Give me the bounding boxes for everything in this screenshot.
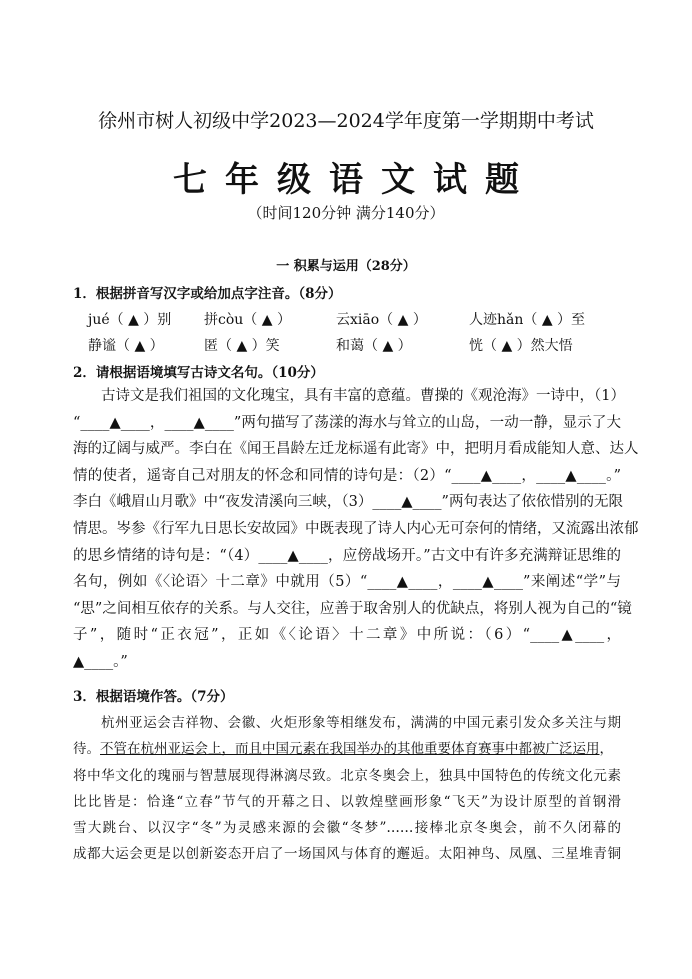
section-heading: 一 积累与运用（28分） — [276, 259, 416, 274]
q2-line: 子”，随时“正衣冠”，正如《〈论语〉十二章》中所说：（6）“____▲____， — [73, 627, 621, 644]
q1-item-6: 匿（ ▲ ）笑 — [204, 338, 280, 354]
question-1-prompt: 1．根据拼音写汉字或给加点字注音。（8分） — [73, 286, 342, 302]
q3-underlined-sentence: 不管在杭州亚运会上，而且中国元素在我国举办的其他重要体育赛事中都被广泛运用 — [100, 741, 600, 758]
q1-item-1: jué（ ▲ ）别 — [88, 312, 172, 328]
q2-line: 情思。岑参《行军九日思长安故园》中既表现了诗人内心无可奈何的情绪，又流露出浓郁 — [73, 520, 639, 537]
q3-line: 成都大运会更是以创新姿态开启了一场国风与体育的邂逅。太阳神鸟、凤凰、三星堆青铜 — [73, 846, 621, 863]
q2-line: 情的使者，遥寄自己对朋友的怀念和同情的诗句是：（2）“____▲____，____▲____。” — [73, 467, 621, 484]
q2-line: 名句，例如《〈论语〉十二章》中就用（5）“____▲____，____▲____”来阐述“学”与 — [73, 574, 621, 591]
q2-line: 的思乡情绪的诗句是：“（4）____▲____，应傍战场开。”古文中有许多充满辩证思维的 — [73, 547, 621, 564]
q1-item-7: 和蔼（ ▲ ） — [336, 338, 412, 354]
question-2-prompt: 2．请根据语境填写古诗文名句。（10分） — [73, 365, 324, 381]
school-exam-header: 徐州市树人初级中学2023—2024学年度第一学期期中考试 — [98, 110, 594, 132]
q3-line: 比比皆是：恰逢“立春”节气的开幕之日、以敦煌壁画形象“飞天”为设计原型的首钢滑 — [73, 793, 621, 810]
q1-item-4: 人迹hǎn（ ▲ ）至 — [469, 312, 586, 328]
exam-time-score: （时间120分钟 满分140分） — [247, 204, 445, 222]
q1-item-5: 静谧（ ▲ ） — [88, 338, 164, 354]
q3-line-2-post: ， — [599, 741, 613, 758]
question-3-prompt: 3．根据语境作答。（7分） — [73, 689, 234, 705]
q1-item-2: 拼còu（ ▲ ） — [204, 312, 291, 328]
q3-line-2 — [73, 736, 621, 762]
q2-line: 海的辽阔与威严。李白在《闻王昌龄左迁龙标遥有此寄》中，把明月看成能知人意、达人 — [73, 441, 639, 458]
q3-line: 雪大跳台、以汉字“冬”为灵感来源的会徽“冬梦”……接棒北京冬奥会，前不久闭幕的 — [73, 820, 621, 837]
q2-line: 李白《峨眉山月歌》中“夜发清溪向三峡，（3）____▲____”两句表达了依依惜别的无限 — [73, 494, 623, 511]
q1-item-8: 恍（ ▲ ）然大悟 — [469, 338, 573, 354]
q3-line-2-pre: 待。 — [73, 741, 100, 758]
q2-line: ▲____。” — [73, 653, 128, 670]
q3-line: 杭州亚运会吉祥物、会徽、火炬形象等相继发布，满满的中国元素引发众多关注与期 — [101, 715, 621, 731]
q3-line: 将中华文化的瑰丽与智慧展现得淋漓尽致。北京冬奥会上，独具中国特色的传统文化元素 — [73, 767, 621, 784]
q2-line: “思”之间相互依存的关系。与人交往，应善于取舍别人的优缺点，将别人视为自己的“镜 — [73, 600, 632, 617]
q2-passage — [73, 383, 639, 676]
q3-passage — [73, 710, 621, 868]
q2-line: “____▲____，____▲____”两句描写了荡漾的海水与耸立的山岛，一动一静，显示了大 — [73, 414, 621, 431]
q1-item-3: 云xiāo（ ▲ ） — [336, 312, 427, 328]
q2-line: 古诗文是我们祖国的文化瑰宝，具有丰富的意蕴。曹操的《观沧海》一诗中，（1） — [101, 388, 625, 404]
page-title: 七年级语文试题 — [173, 160, 537, 200]
